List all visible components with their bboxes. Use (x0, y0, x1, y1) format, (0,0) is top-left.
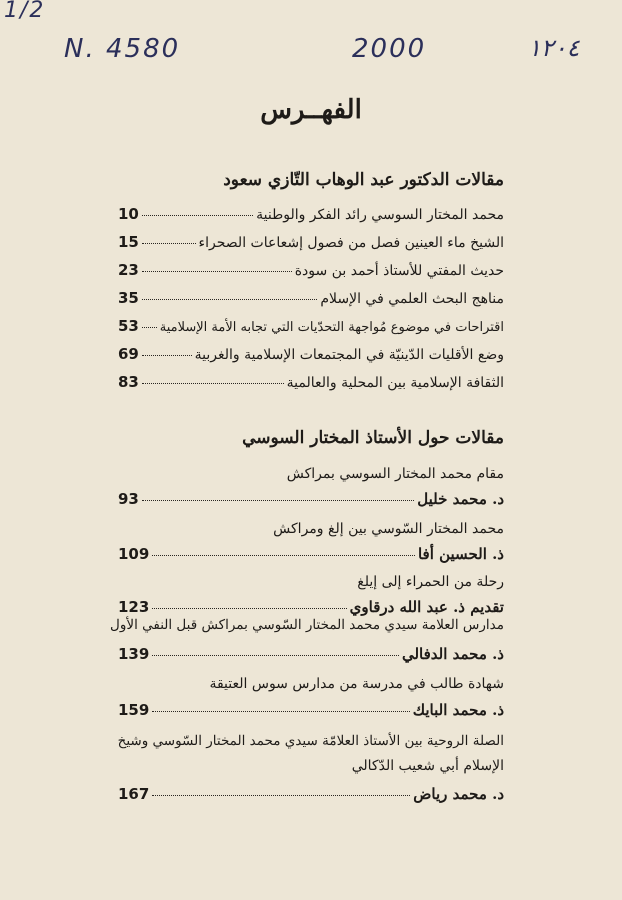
entry-title: محمد المختار السوسي رائد الفكر والوطنية (256, 207, 504, 223)
page-number: 109 (118, 545, 150, 563)
entry-author: د. محمد خليل (417, 490, 504, 508)
page-number: 159 (118, 701, 150, 719)
dot-leader (142, 215, 253, 216)
entry-title: الثقافة الإسلامية بين المحلية والعالمية (286, 375, 504, 391)
toc-entry (118, 261, 504, 283)
entry-author: تقديم ذ. عبد الله درقاوي (349, 598, 504, 616)
toc-author-row (118, 785, 504, 807)
handwritten-catalog-id: N. 4580 (64, 34, 181, 64)
section-heading: مقالات حول الأستاذ المختار السوسي (242, 428, 504, 448)
entry-author: ذ. محمد البايك (412, 701, 504, 719)
entry-title: محمد المختار السّوسي بين إلغ ومراكش (273, 521, 504, 537)
toc-author-row (118, 545, 504, 567)
toc-entry (118, 205, 504, 227)
page-number: 23 (118, 261, 139, 279)
entry-title: الشيخ ماء العينين فصل من فصول إشعاعات الصحراء (198, 235, 504, 251)
dot-leader (152, 655, 399, 656)
handwritten-year: 2000 (352, 34, 427, 64)
handwritten-corner-note: 1/2 (4, 0, 46, 23)
toc-author-row (118, 645, 504, 667)
toc-entry (118, 345, 504, 367)
dot-leader (152, 795, 410, 796)
toc-entry (118, 289, 504, 311)
toc-author-row (118, 701, 504, 723)
page-number: 123 (118, 598, 150, 616)
handwritten-number: ١٢٠٤ (528, 34, 580, 62)
page-number: 53 (118, 317, 139, 335)
toc-author-row (118, 490, 504, 512)
page-number: 93 (118, 490, 139, 508)
page-number: 167 (118, 785, 150, 803)
page-number: 83 (118, 373, 139, 391)
entry-title: مناهج البحث العلمي في الإسلام (320, 291, 504, 307)
entry-author: ذ. محمد الدفالي (401, 645, 504, 663)
toc-entry (118, 233, 504, 255)
entry-title: وضع الأقليات الدّينيّة في المجتمعات الإسلامية والغربية (194, 347, 504, 363)
entry-title: مدارس العلامة سيدي محمد المختار السّوسي بمراكش قبل النفي الأول (110, 617, 504, 633)
dot-leader (142, 271, 292, 272)
dot-leader (142, 383, 284, 384)
page-number: 10 (118, 205, 139, 223)
entry-title: شهادة طالب في مدرسة من مدارس سوس العتيقة (209, 676, 504, 692)
page-number: 139 (118, 645, 150, 663)
dot-leader (142, 327, 157, 328)
entry-title: اقتراحات في موضوع مُواجهة التحدّيات التي تجابه الأمة الإسلامية (159, 320, 504, 335)
dot-leader (152, 555, 415, 556)
dot-leader (142, 500, 414, 501)
page-number: 35 (118, 289, 139, 307)
dot-leader (142, 243, 196, 244)
dot-leader (152, 711, 409, 712)
entry-author: د. محمد رياض (413, 785, 504, 803)
toc-entry (118, 317, 504, 339)
page-title: الفهــرس (260, 95, 362, 125)
entry-title: مقام محمد المختار السوسي بمراكش (286, 466, 504, 482)
entry-title: حديث المفتي للأستاذ أحمد بن سودة (294, 263, 504, 279)
toc-entry (118, 373, 504, 395)
section-heading: مقالات الدكتور عبد الوهاب التّازي سعود (223, 170, 504, 190)
entry-title: الصلة الروحية بين الأستاذ العلامّة سيدي محمد المختار السّوسي وشيخ (117, 733, 504, 749)
entry-title-continued: الإسلام أبي شعيب الدّكالي (351, 758, 504, 774)
page-number: 15 (118, 233, 139, 251)
entry-title: رحلة من الحمراء إلى إيلغ (357, 574, 504, 590)
dot-leader (152, 608, 346, 609)
entry-author: ذ. الحسين أفا (417, 545, 504, 563)
page-number: 69 (118, 345, 139, 363)
dot-leader (142, 355, 192, 356)
dot-leader (142, 299, 317, 300)
